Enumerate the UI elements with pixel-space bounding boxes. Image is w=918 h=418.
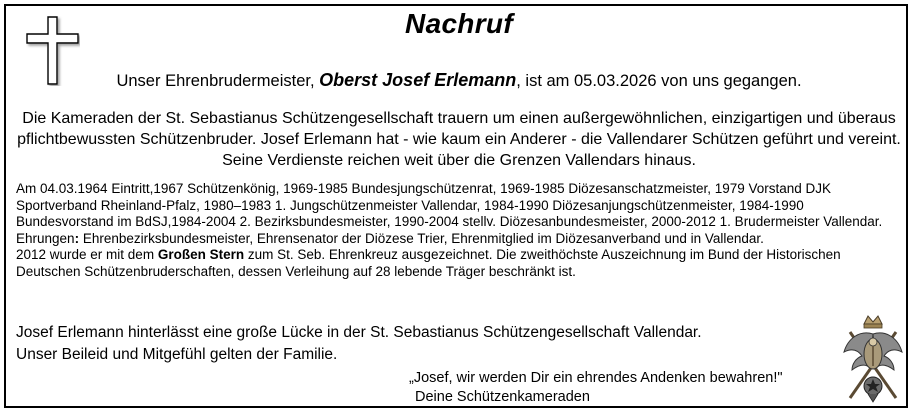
shooting-club-emblem-icon <box>838 312 908 404</box>
honors-colon: : <box>74 230 80 246</box>
closing-line-1: Josef Erlemann hinterlässt eine große Lücke in der St. Sebastianus Schützengesellschaft Vallendar. <box>16 324 702 341</box>
lead-suffix: , ist am 05.03.2026 von uns gegangen. <box>516 72 802 90</box>
tribute-paragraph: Die Kameraden der St. Sebastianus Schützengesellschaft trauern um einen außergewöhnlichen, einzigartigen und überaus pflichtbewussten Schützenbruder. Josef Erlemann hat - wie kaum ein Anderer - die Vallendarer Schützen geführt und vereint. Seine Verdienste reichen weit über die Grenzen Vallendars hinaus. <box>17 110 901 169</box>
honors-text: Ehrenbezirksbundesmeister, Ehrensenator der Diözese Trier, Ehrenmitglied im Diözesanverband und in Vallendar. <box>79 230 764 246</box>
page-title: Nachruf <box>405 8 513 39</box>
career-paragraph <box>16 181 902 280</box>
award-prefix: 2012 wurde er mit dem <box>16 247 158 262</box>
career-text: Am 04.03.1964 Eintritt,1967 Schützenkönig, 1969-1985 Bundesjungschützenrat, 1969-1985 Diözesanschatzmeister, 1979 Vorstand DJK Sportverband Rheinland-Pfalz, 1980–1983 1. Jungschützenmeister Vallendar, 1984-1990 Diözesanjungschützenmeister, 1984-1990 Bundesvorstand im BdSJ,1984-2004 2. Bezirksbundesmeister, 1990-2004 stellv. Diözesanbundesmeister, 2000-2012 1. Brudermeister Vallendar. <box>16 181 883 229</box>
farewell-quote: „Josef, wir werden Dir ein ehrendes Andenken bewahren!" <box>409 370 783 386</box>
deceased-name: Oberst Josef Erlemann <box>319 70 517 90</box>
lead-prefix: Unser Ehrenbrudermeister, <box>116 72 320 90</box>
award-name: Großen Stern <box>157 247 245 262</box>
award-suffix: zum St. Seb. Ehrenkreuz ausgezeichnet. Die zweithöchste Auszeichnung im Bund der Historischen Deutschen Schützenbruderschaften, dessen Verleihung auf 28 lebende Träger beschränkt ist. <box>16 247 841 279</box>
honors-label: Ehrungen <box>16 230 75 246</box>
lead-sentence <box>0 70 918 91</box>
closing-paragraph <box>16 322 702 366</box>
signature: Deine Schützenkameraden <box>415 389 590 405</box>
closing-line-2: Unser Beileid und Mitgefühl gelten der Familie. <box>16 346 338 363</box>
